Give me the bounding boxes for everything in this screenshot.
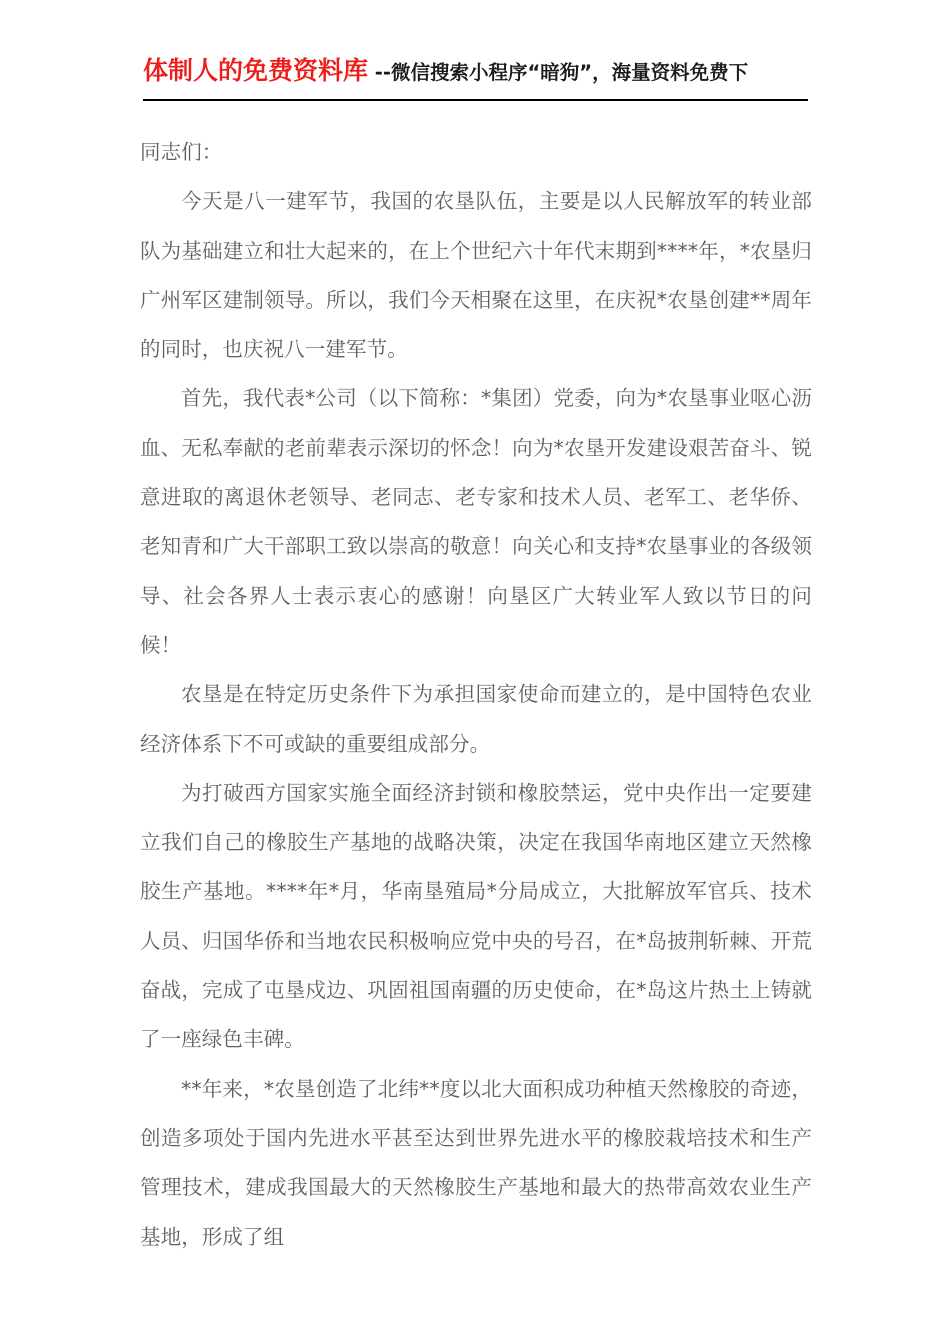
paragraph-2: 首先，我代表*公司（以下简称：*集团）党委，向为*农垦事业呕心沥血、无私奉献的老前辈表示深切的怀念！向为*农垦开发建设艰苦奋斗、锐意进取的离退休老领导、老同志、老专家和技术人员、老军工、老华侨、老知青和广大干部职工致以崇高的敬意！向关心和支持*农垦事业的各级领导、社会各界人士表示衷心的感谢！向垦区广大转业军人致以节日的问候！ (140, 386, 812, 657)
paragraph-5: **年来，*农垦创造了北纬**度以北大面积成功种植天然橡胶的奇迹，创造多项处于国内先进水平甚至达到世界先进水平的橡胶栽培技术和生产管理技术，建成我国最大的天然橡胶生产基地和最大的热带高效农业生产基地，形成了组 (140, 1076, 812, 1249)
paragraph-4: 为打破西方国家实施全面经济封锁和橡胶禁运，党中央作出一定要建立我们自己的橡胶生产基地的战略决策，决定在我国华南地区建立天然橡胶生产基地。****年*月，华南垦殖局*分局成立，大批解放军官兵、技术人员、归国华侨和当地农民积极响应党中央的号召，在*岛披荆斩棘、开荒奋战，完成了屯垦戍边、巩固祖国南疆的历史使命，在*岛这片热土上铸就了一座绿色丰碑。 (140, 780, 812, 1052)
paragraph-1: 今天是八一建军节，我国的农垦队伍，主要是以人民解放军的转业部队为基础建立和壮大起来的，在上个世纪六十年代末期到****年，*农垦归广州军区建制领导。所以，我们今天相聚在这里，在庆祝*农垦创建**周年的同时，也庆祝八一建军节。 (140, 189, 812, 362)
header-promo-label: --微信搜索小程序“暗狗”，海量资料免费下 (368, 61, 749, 84)
paragraph-salutation: 同志们： (140, 140, 223, 164)
paragraph-3: 农垦是在特定历史条件下为承担国家使命而建立的，是中国特色农业经济体系下不可或缺的重要组成部分。 (140, 682, 812, 756)
document-header (143, 58, 808, 89)
header-text-line (143, 58, 808, 89)
header-brand-label: 体制人的免费资料库 (143, 56, 369, 85)
document-body (140, 128, 812, 1262)
header-divider-rule (143, 99, 808, 101)
